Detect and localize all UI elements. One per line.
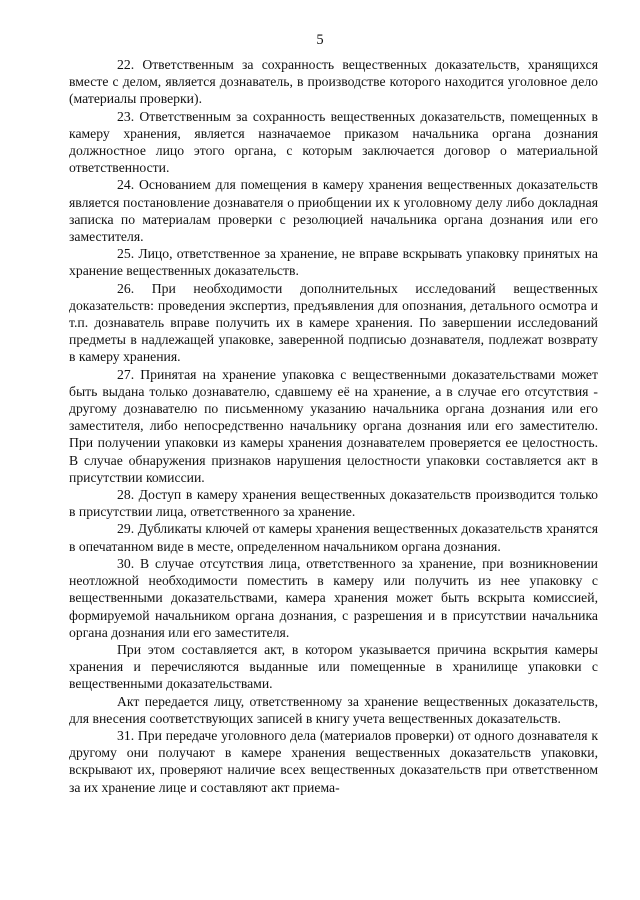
paragraph-30: 30. В случае отсутствия лица, ответственного за хранение, при возникновении неотложной необходимости поместить в камеру или получить из нее упаковку с вещественными доказательствами, камера хранения может быть вскрыта комиссией, формируемой начальником органа дознания, с разрешения и в присутствии начальника органа дознания или его заместителя.: [69, 555, 598, 640]
document-body: [69, 56, 598, 796]
paragraph-30-act: При этом составляется акт, в котором указывается причина вскрытия камеры хранения и перечисляются выданные или помещенные в хранилище упаковки с вещественными доказательствами.: [69, 641, 598, 692]
paragraph-24: 24. Основанием для помещения в камеру хранения вещественных доказательств является постановление дознавателя о приобщении их к уголовному делу либо докладная записка по материалам проверки с резолюцией начальника органа дознания или его заместителя.: [69, 177, 598, 245]
paragraph-31: 31. При передаче уголовного дела (материалов проверки) от одного дознавателя к другому они получают в камере хранения вещественных доказательств упаковки, вскрывают их, проверяют наличие всех вещественных доказательств при ответственном за их хранение лице и составляют акт приема-: [69, 727, 598, 795]
paragraph-23: 23. Ответственным за сохранность вещественных доказательств, помещенных в камеру хранения, является назначаемое приказом начальника органа дознания должностное лицо этого органа, с которым заключается договор о материальной ответственности.: [69, 108, 598, 176]
paragraph-22: 22. Ответственным за сохранность вещественных доказательств, хранящихся вместе с делом, является дознаватель, в производстве которого находится уголовное дело (материалы проверки).: [69, 57, 598, 107]
page-number: 5: [316, 32, 324, 48]
paragraph-29: 29. Дубликаты ключей от камеры хранения вещественных доказательств хранятся в опечатанном виде в месте, определенном начальником органа дознания.: [69, 521, 598, 554]
paragraph-28: 28. Доступ в камеру хранения вещественных доказательств производится только в присутствии лица, ответственного за хранение.: [69, 487, 598, 520]
paragraph-27: 27. Принятая на хранение упаковка с вещественными доказательствами может быть выдана только дознавателю, сдавшему её на хранение, а в случае его отсутствия - другому дознавателю по письменному указанию начальника органа дознания или его заместителя, либо непосредственно начальнику органа дознания или его заместителю. При получении упаковки из камеры хранения дознавателем проверяется ее целостность. В случае обнаружения признаков нарушения целостности упаковки составляется акт в присутствии комиссии.: [69, 366, 598, 485]
paragraph-25: 25. Лицо, ответственное за хранение, не вправе вскрывать упаковку принятых на хранение вещественных доказательств.: [69, 246, 598, 279]
paragraph-30-transfer: Акт передается лицу, ответственному за хранение вещественных доказательств, для внесения соответствующих записей в книгу учета вещественных доказательств.: [69, 693, 598, 726]
paragraph-26: 26. При необходимости дополнительных исследований вещественных доказательств: проведения экспертиз, предъявления для опознания, детального осмотра и т.п. дознаватель вправе получить их в камере хранения. По завершении исследований предметы в надлежащей упаковке, заверенной подписью дознавателя, подлежат возврату в камеру хранения.: [69, 280, 598, 365]
